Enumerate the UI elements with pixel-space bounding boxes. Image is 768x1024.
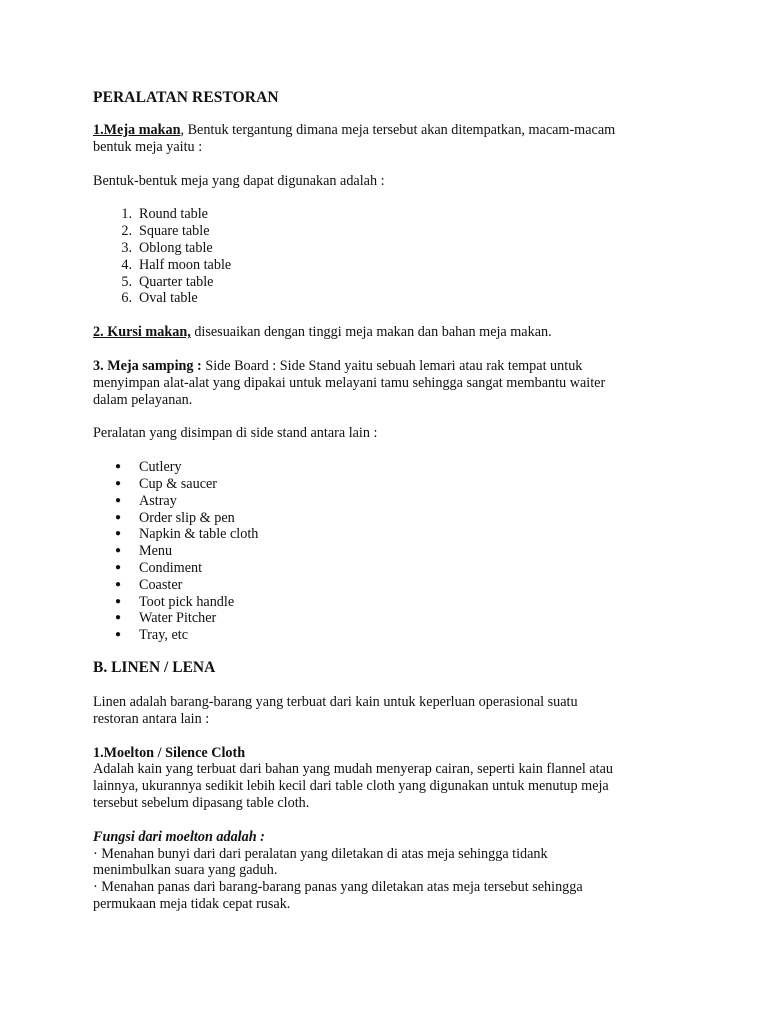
kursi-makan-paragraph [93, 324, 693, 341]
document-page [93, 88, 693, 913]
bullet-icon: ● [115, 461, 122, 473]
side-stand-list [93, 459, 693, 644]
fungsi-heading: Fungsi dari moelton adalah : [93, 828, 265, 845]
list-item: ● Toot pick handle [115, 593, 235, 610]
list-item: ● Order slip & pen [115, 509, 235, 526]
meja-makan-text: , Bentuk tergantung dimana meja tersebut akan ditempatkan, macam-macam [180, 122, 616, 138]
meja-makan-label: 1.Meja makan [93, 122, 181, 138]
meja-samping-label: 3. Meja samping : [93, 357, 202, 374]
bullet-icon: ● [115, 477, 122, 489]
list-item: 3. Oblong table [121, 239, 213, 256]
bullet-icon: ● [115, 545, 122, 557]
list-item: ● Napkin & table cloth [115, 526, 259, 543]
meja-samping-text-end: dalam pelayanan. [93, 391, 193, 408]
document-title: PERALATAN RESTORAN [93, 89, 279, 106]
list-item: ● Menu [115, 543, 173, 560]
linen-intro-cont: restoran antara lain : [93, 710, 210, 727]
fungsi-item-1-cont: menimbulkan suara yang gaduh. [93, 862, 278, 879]
bullet-icon: ● [115, 528, 122, 540]
moelton-text: Adalah kain yang terbuat dari bahan yang mudah menyerap cairan, seperti kain flannel atau [93, 761, 613, 778]
meja-samping-paragraph [93, 358, 693, 375]
meja-samping-text: Side Board : Side Stand yaitu sebuah lemari atau rak tempat untuk [201, 357, 583, 374]
bullet-icon: ● [115, 511, 122, 523]
meja-makan-paragraph [93, 122, 693, 139]
fungsi-item-1: · Menahan bunyi dari dari peralatan yang diletakan di atas meja sehingga tidank [93, 845, 548, 862]
meja-makan-text-cont: bentuk meja yaitu : [93, 138, 203, 155]
list-item: 5. Quarter table [121, 273, 214, 290]
list-item: ● Coaster [115, 576, 183, 593]
bentuk-intro: Bentuk-bentuk meja yang dapat digunakan adalah : [93, 172, 385, 189]
bullet-icon: ● [115, 578, 122, 590]
kursi-makan-label: 2. Kursi makan, [93, 324, 191, 341]
side-stand-intro: Peralatan yang disimpan di side stand antara lain : [93, 425, 378, 442]
bullet-icon: ● [115, 612, 122, 624]
kursi-makan-text: disesuaikan dengan tinggi meja makan dan bahan meja makan. [190, 324, 552, 341]
meja-samping-text-cont: menyimpan alat-alat yang dipakai untuk melayani tamu sehingga sangat membantu waiter [93, 374, 606, 391]
list-item: 1. Round table [121, 206, 208, 223]
moelton-text-cont: lainnya, ukurannya sedikit lebih kecil dari table cloth yang digunakan untuk menutup meja [93, 778, 609, 795]
linen-heading: B. LINEN / LENA [93, 658, 216, 676]
moelton-heading: 1.Moelton / Silence Cloth [93, 744, 246, 761]
bullet-icon: ● [115, 595, 122, 607]
list-item: ● Tray, etc [115, 627, 188, 644]
bullet-icon: ● [115, 494, 122, 506]
moelton-text-end: tersebut sebelum dipasang table cloth. [93, 794, 310, 811]
bullet-icon: ● [115, 629, 122, 641]
list-item: ● Water Pitcher [115, 610, 217, 627]
list-item: ● Astray [115, 492, 177, 509]
list-item: 6. Oval table [121, 290, 198, 307]
table-types-list [93, 206, 693, 307]
list-item: ● Cup & saucer [115, 475, 218, 492]
list-item: 2. Square table [121, 223, 210, 240]
list-item: 4. Half moon table [121, 256, 232, 273]
bullet-icon: ● [115, 561, 122, 573]
list-item: ● Cutlery [115, 459, 182, 476]
fungsi-item-2-cont: permukaan meja tidak cepat rusak. [93, 895, 291, 912]
linen-intro: Linen adalah barang-barang yang terbuat dari kain untuk keperluan operasional suatu [93, 693, 578, 710]
list-item: ● Condiment [115, 559, 203, 576]
fungsi-item-2: · Menahan panas dari barang-barang panas yang diletakan atas meja tersebut sehingga [93, 879, 583, 896]
